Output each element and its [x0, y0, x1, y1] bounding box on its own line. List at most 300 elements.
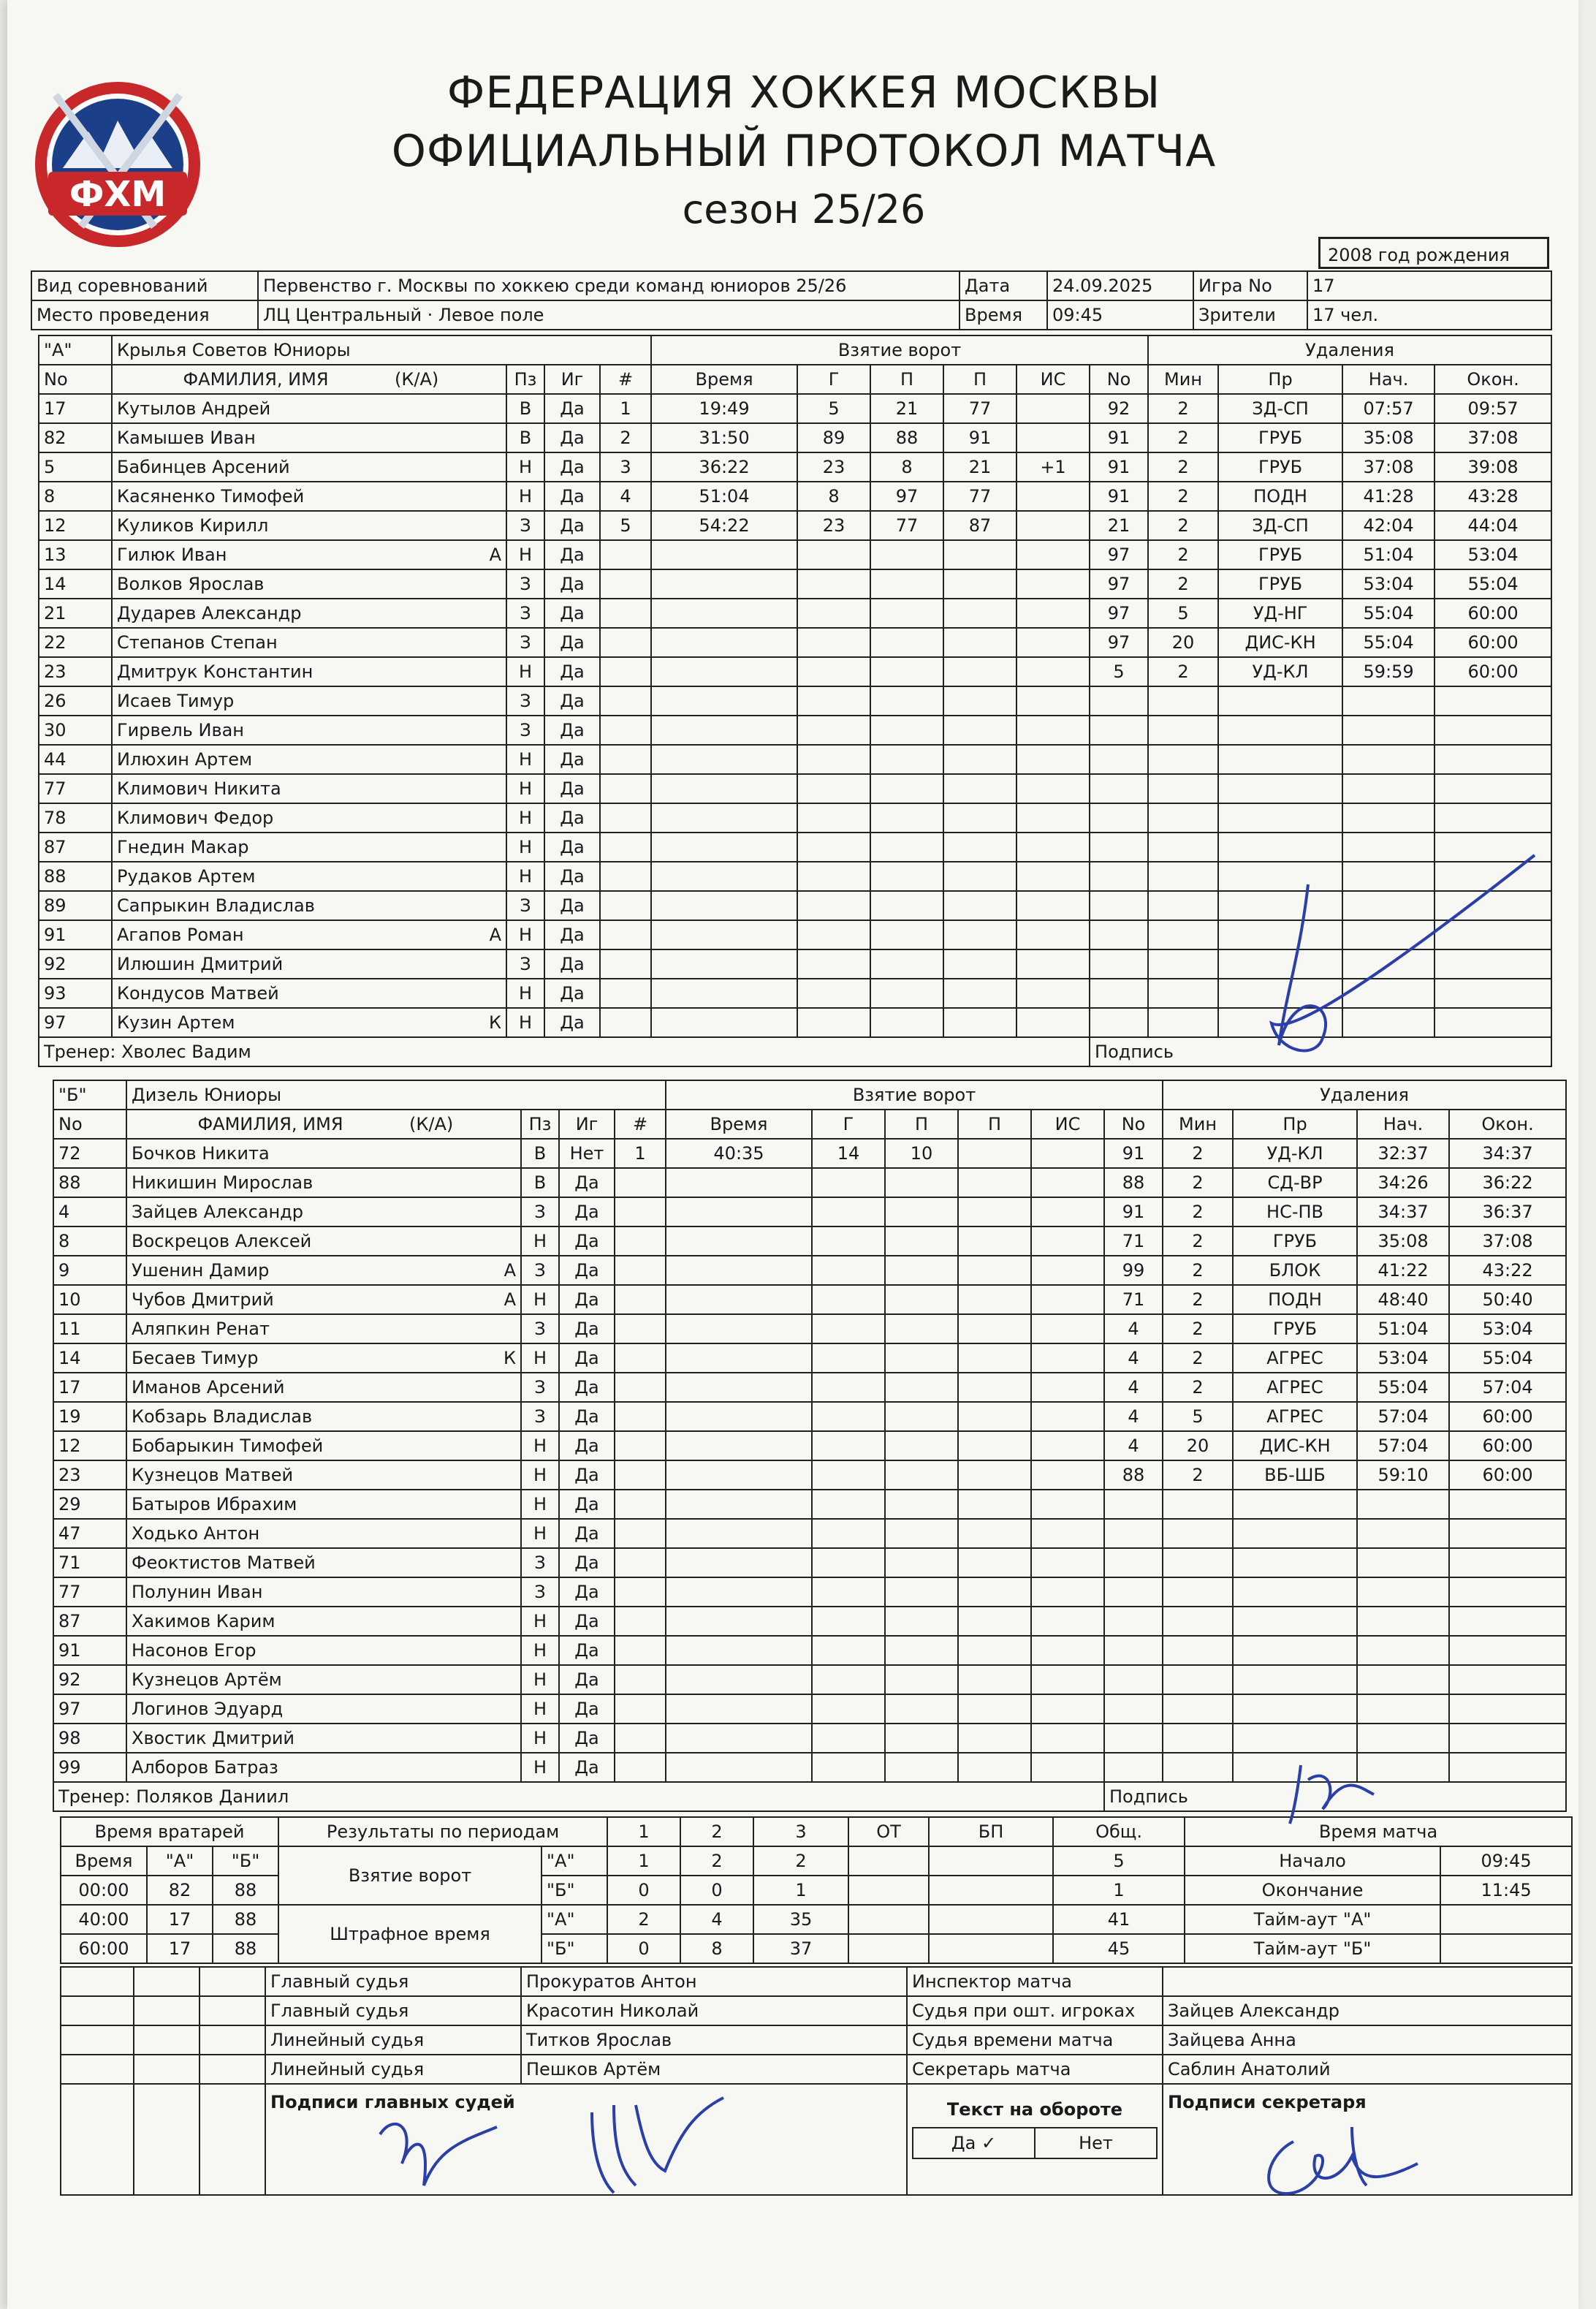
goal-number — [615, 1373, 666, 1402]
goal-time — [666, 1548, 812, 1577]
penalty-player — [1104, 1607, 1163, 1636]
player-played: Да — [544, 686, 600, 716]
player-position: Н — [521, 1753, 559, 1782]
reverse-yes: Да ✓ — [913, 2128, 1036, 2158]
goal-scorer — [797, 920, 870, 949]
goal-situation — [1016, 833, 1090, 862]
player-name-cell — [112, 628, 506, 657]
goal-scorer — [812, 1577, 885, 1607]
penalty-end — [1434, 745, 1551, 774]
penalty-reason — [1218, 745, 1342, 774]
goal-assist2: 21 — [943, 452, 1016, 482]
goal-time — [666, 1636, 812, 1665]
secretary-label: Секретарь матча — [907, 2055, 1163, 2084]
goal-time — [666, 1431, 812, 1460]
goal-assist2 — [943, 657, 1016, 686]
penalty-start: 55:04 — [1357, 1373, 1449, 1402]
player-name: Бобарыкин Тимофей — [132, 1436, 324, 1456]
goal-scorer — [797, 833, 870, 862]
goal-scorer — [812, 1490, 885, 1519]
player-position: Н — [506, 979, 544, 1008]
penalty-minutes — [1163, 1577, 1233, 1607]
penalty-reason — [1233, 1724, 1357, 1753]
goal-number — [600, 891, 651, 920]
goal-assist2 — [958, 1373, 1031, 1402]
player-name: Логинов Эдуард — [132, 1699, 284, 1719]
penalty-end: 55:04 — [1449, 1343, 1566, 1373]
penalty-player: 4 — [1104, 1431, 1163, 1460]
goal-number — [600, 569, 651, 599]
penalty-minutes: 20 — [1148, 628, 1218, 657]
player-position: Н — [521, 1226, 559, 1256]
player-played: Да — [544, 920, 600, 949]
goal-assist1 — [870, 979, 943, 1008]
player-position: Н — [521, 1285, 559, 1314]
period-ot: ОТ — [848, 1817, 929, 1846]
player-played: Да — [559, 1548, 615, 1577]
gk-time-header: Время — [61, 1846, 147, 1876]
penalty-start — [1342, 745, 1434, 774]
penalty-reason — [1233, 1694, 1357, 1724]
player-number: 71 — [53, 1548, 126, 1577]
player-position: Н — [521, 1431, 559, 1460]
player-name-cell — [126, 1285, 521, 1314]
birth-year-box: 2008 год рождения — [1318, 237, 1549, 269]
col-goal-num: # — [600, 365, 651, 394]
goal-scorer — [797, 599, 870, 628]
goal-number — [615, 1636, 666, 1665]
goal-time — [666, 1490, 812, 1519]
pim-b-p3: 37 — [753, 1934, 848, 1963]
goal-assist2 — [958, 1314, 1031, 1343]
player-number: 23 — [39, 657, 112, 686]
gk-row-time: 40:00 — [61, 1905, 147, 1934]
player-number: 10 — [53, 1285, 126, 1314]
player-position: Н — [506, 803, 544, 833]
penalty-end — [1449, 1665, 1566, 1694]
player-position: Н — [506, 862, 544, 891]
player-row — [53, 1343, 1566, 1373]
gk-row-b: 88 — [213, 1905, 278, 1934]
goal-time — [651, 979, 797, 1008]
goal-situation — [1016, 540, 1090, 569]
player-name-cell — [126, 1431, 521, 1460]
penalty-player — [1090, 891, 1148, 920]
goal-assist2: 91 — [943, 423, 1016, 452]
ref-signatures-label: Подписи главных судей — [265, 2084, 907, 2195]
penalty-end: 60:00 — [1434, 599, 1551, 628]
player-name-cell — [126, 1519, 521, 1548]
player-row — [53, 1577, 1566, 1607]
penalty-reason: ГРУБ — [1218, 452, 1342, 482]
player-name-cell — [112, 745, 506, 774]
penalty-player: 4 — [1104, 1402, 1163, 1431]
goal-assist1 — [870, 686, 943, 716]
penalty-minutes: 2 — [1163, 1373, 1233, 1402]
player-name: Иманов Арсений — [132, 1377, 285, 1398]
player-played: Да — [544, 452, 600, 482]
player-position: Н — [506, 920, 544, 949]
penalty-reason: НС-ПВ — [1233, 1197, 1357, 1226]
player-name-cell — [112, 511, 506, 540]
player-name-cell — [126, 1197, 521, 1226]
team-b-penalties-header: Удаления — [1163, 1080, 1566, 1110]
goal-time — [666, 1694, 812, 1724]
player-position: Н — [521, 1694, 559, 1724]
player-position: З — [506, 569, 544, 599]
goal-assist2: 87 — [943, 511, 1016, 540]
player-played: Да — [544, 803, 600, 833]
penalty-end: 34:37 — [1449, 1139, 1566, 1168]
penalty-player — [1090, 833, 1148, 862]
goal-scorer — [812, 1431, 885, 1460]
player-name-cell — [112, 891, 506, 920]
main-ref2-label: Главный судья — [265, 1996, 521, 2025]
goal-assist1 — [870, 745, 943, 774]
player-name: Алборов Батраз — [132, 1757, 278, 1778]
penalty-minutes — [1163, 1490, 1233, 1519]
goal-number — [615, 1490, 666, 1519]
gk-row-a: 17 — [147, 1905, 213, 1934]
timeout-b-value — [1440, 1934, 1572, 1963]
goal-time — [651, 891, 797, 920]
penalty-start: 41:22 — [1357, 1256, 1449, 1285]
penalty-minutes: 5 — [1163, 1402, 1233, 1431]
player-played: Да — [559, 1256, 615, 1285]
penalty-player — [1104, 1519, 1163, 1548]
player-name-cell — [126, 1636, 521, 1665]
goal-number — [600, 862, 651, 891]
player-number: 89 — [39, 891, 112, 920]
player-number: 13 — [39, 540, 112, 569]
goal-scorer — [797, 774, 870, 803]
penalty-reason: ЗД-СП — [1218, 511, 1342, 540]
col-name-label: ФАМИЛИЯ, ИМЯ — [197, 1114, 343, 1134]
player-role: А — [489, 925, 501, 945]
player-played: Да — [544, 979, 600, 1008]
player-number: 82 — [39, 423, 112, 452]
goals-b-p2: 0 — [680, 1876, 753, 1905]
goal-number — [615, 1665, 666, 1694]
spectators-value: 17 чел. — [1307, 300, 1551, 330]
col-goal-g: Г — [812, 1110, 885, 1139]
penalty-minutes — [1163, 1694, 1233, 1724]
goal-assist2 — [958, 1694, 1031, 1724]
player-row — [53, 1402, 1566, 1431]
player-name-cell — [112, 657, 506, 686]
player-row — [39, 511, 1551, 540]
player-name: Бабинцев Арсений — [117, 457, 290, 477]
penalty-end — [1434, 774, 1551, 803]
date-value: 24.09.2025 — [1047, 271, 1193, 300]
penalty-minutes — [1163, 1548, 1233, 1577]
goal-situation — [1031, 1431, 1104, 1460]
penalty-end — [1449, 1636, 1566, 1665]
player-name: Полунин Иван — [132, 1582, 263, 1602]
penalty-player: 4 — [1104, 1314, 1163, 1343]
penalty-end — [1449, 1490, 1566, 1519]
player-number: 30 — [39, 716, 112, 745]
goal-assist1 — [885, 1460, 958, 1490]
player-name: Кутылов Андрей — [117, 398, 271, 419]
player-played: Да — [559, 1343, 615, 1373]
goal-scorer — [812, 1343, 885, 1373]
col-played: Иг — [544, 365, 600, 394]
penalty-end: 50:40 — [1449, 1285, 1566, 1314]
player-position: Н — [506, 482, 544, 511]
team-a-signature — [1191, 841, 1542, 1104]
player-position: Н — [506, 657, 544, 686]
col-pen-start: Нач. — [1357, 1110, 1449, 1139]
goal-assist2: 77 — [943, 394, 1016, 423]
goal-scorer — [812, 1694, 885, 1724]
goal-assist1 — [870, 599, 943, 628]
penalty-minutes — [1163, 1724, 1233, 1753]
col-pen-min: Мин — [1163, 1110, 1233, 1139]
comp-label: Вид соревнований — [31, 271, 258, 300]
player-position: З — [506, 686, 544, 716]
goals-b-p3: 1 — [753, 1876, 848, 1905]
goal-situation — [1016, 599, 1090, 628]
goal-number: 3 — [600, 452, 651, 482]
player-number: 47 — [53, 1519, 126, 1548]
goal-assist2 — [943, 833, 1016, 862]
col-ka: (К/А) — [409, 1114, 454, 1134]
player-number: 5 — [39, 452, 112, 482]
player-played: Да — [559, 1168, 615, 1197]
penalty-start: 51:04 — [1357, 1314, 1449, 1343]
penalty-minutes — [1163, 1519, 1233, 1548]
venue-label: Место проведения — [31, 300, 258, 330]
player-number: 21 — [39, 599, 112, 628]
player-row — [39, 569, 1551, 599]
team-a-coach: Тренер: Хволес Вадим — [39, 1037, 1090, 1066]
player-name: Чубов Дмитрий — [132, 1289, 274, 1310]
goal-assist1 — [885, 1256, 958, 1285]
penalty-reason: ГРУБ — [1218, 540, 1342, 569]
player-position: З — [521, 1548, 559, 1577]
start-value: 09:45 — [1440, 1846, 1572, 1876]
penalty-end: 60:00 — [1449, 1431, 1566, 1460]
penalty-end: 60:00 — [1434, 628, 1551, 657]
team-b-goals-header: Взятие ворот — [666, 1080, 1163, 1110]
player-played: Нет — [559, 1139, 615, 1168]
goal-situation — [1016, 394, 1090, 423]
team-b-coach: Тренер: Поляков Даниил — [53, 1782, 1104, 1811]
goal-number — [600, 657, 651, 686]
goal-assist2 — [958, 1402, 1031, 1431]
player-played: Да — [559, 1490, 615, 1519]
penalty-player — [1090, 949, 1148, 979]
penalty-end — [1449, 1724, 1566, 1753]
goal-number — [615, 1197, 666, 1226]
player-played: Да — [559, 1431, 615, 1460]
col-goal-g: Г — [797, 365, 870, 394]
goal-time: 54:22 — [651, 511, 797, 540]
player-row — [39, 803, 1551, 833]
player-played: Да — [559, 1607, 615, 1636]
goal-number: 2 — [600, 423, 651, 452]
penalty-end — [1434, 686, 1551, 716]
penalty-reason: УД-НГ — [1218, 599, 1342, 628]
goal-assist1 — [885, 1724, 958, 1753]
penalty-end: 53:04 — [1449, 1314, 1566, 1343]
penalty-end — [1434, 716, 1551, 745]
col-pen-no: No — [1090, 365, 1148, 394]
goal-assist1 — [885, 1197, 958, 1226]
goal-assist2 — [943, 540, 1016, 569]
goal-time — [666, 1226, 812, 1256]
goal-time — [666, 1577, 812, 1607]
player-name: Касяненко Тимофей — [117, 486, 305, 507]
player-number: 77 — [53, 1577, 126, 1607]
goal-assist1 — [885, 1285, 958, 1314]
timekeeper-label: Судья времени матча — [907, 2025, 1163, 2055]
penalty-player — [1104, 1636, 1163, 1665]
goal-scorer — [797, 803, 870, 833]
player-number: 12 — [53, 1431, 126, 1460]
penalty-minutes: 2 — [1163, 1197, 1233, 1226]
pim-a-p2: 4 — [680, 1905, 753, 1934]
goal-assist1 — [885, 1402, 958, 1431]
penalty-reason: АГРЕС — [1233, 1402, 1357, 1431]
team-a-goals-header: Взятие ворот — [651, 335, 1148, 365]
player-role: К — [488, 1012, 501, 1033]
col-pen-no: No — [1104, 1110, 1163, 1139]
penalty-minutes: 2 — [1148, 423, 1218, 452]
goal-scorer — [797, 569, 870, 599]
goal-scorer — [812, 1197, 885, 1226]
player-name-cell — [112, 949, 506, 979]
linesman2-label: Линейный судья — [265, 2055, 521, 2084]
player-number: 17 — [39, 394, 112, 423]
goal-situation — [1031, 1314, 1104, 1343]
penalty-reason: ГРУБ — [1233, 1314, 1357, 1343]
player-position: З — [506, 511, 544, 540]
goal-assist2 — [958, 1519, 1031, 1548]
player-number: 88 — [53, 1168, 126, 1197]
player-name: Камышев Иван — [117, 428, 256, 448]
penalty-player: 71 — [1104, 1226, 1163, 1256]
goal-scorer — [797, 862, 870, 891]
player-position: Н — [521, 1519, 559, 1548]
player-number: 4 — [53, 1197, 126, 1226]
goal-assist2 — [943, 949, 1016, 979]
player-position: Н — [521, 1460, 559, 1490]
penalty-minutes: 2 — [1148, 394, 1218, 423]
penalty-player — [1104, 1694, 1163, 1724]
goals-a-p2: 2 — [680, 1846, 753, 1876]
player-number: 99 — [53, 1753, 126, 1782]
goal-assist1 — [870, 920, 943, 949]
player-position: З — [521, 1197, 559, 1226]
player-number: 14 — [39, 569, 112, 599]
goal-scorer — [797, 628, 870, 657]
player-row — [39, 452, 1551, 482]
protocol-title: ОФИЦИАЛЬНЫЙ ПРОТОКОЛ МАТЧА — [391, 126, 1217, 177]
penalty-end: 36:22 — [1449, 1168, 1566, 1197]
season-title: сезон 25/26 — [682, 186, 926, 232]
goal-time — [651, 599, 797, 628]
goal-assist1 — [870, 628, 943, 657]
goal-assist2 — [958, 1197, 1031, 1226]
goal-assist1 — [870, 891, 943, 920]
player-row — [53, 1694, 1566, 1724]
penalty-player — [1090, 774, 1148, 803]
goal-time — [666, 1314, 812, 1343]
col-goal-num: # — [615, 1110, 666, 1139]
goal-situation — [1031, 1490, 1104, 1519]
penalty-reason: ДИС-КН — [1233, 1431, 1357, 1460]
match-time-title: Время матча — [1185, 1817, 1572, 1846]
player-number: 26 — [39, 686, 112, 716]
reverse-no: Нет — [1079, 2133, 1113, 2153]
penalty-reason: БЛОК — [1233, 1256, 1357, 1285]
penalty-minutes — [1148, 686, 1218, 716]
player-name: Агапов Роман — [117, 925, 244, 945]
timeout-a-label: Тайм-аут "А" — [1185, 1905, 1440, 1934]
player-name: Климович Федор — [117, 808, 274, 828]
player-row — [53, 1431, 1566, 1460]
col-goal-a1: П — [870, 365, 943, 394]
player-number: 44 — [39, 745, 112, 774]
player-name-cell — [112, 686, 506, 716]
goal-number — [615, 1694, 666, 1724]
goal-situation — [1031, 1285, 1104, 1314]
penalty-start — [1342, 803, 1434, 833]
player-position: З — [521, 1256, 559, 1285]
gk-row-a: 17 — [147, 1934, 213, 1963]
player-name-cell — [126, 1665, 521, 1694]
player-number: 22 — [39, 628, 112, 657]
team-a-penalties-header: Удаления — [1148, 335, 1551, 365]
player-row — [39, 540, 1551, 569]
goal-number: 4 — [600, 482, 651, 511]
player-played: Да — [559, 1285, 615, 1314]
goal-scorer: 23 — [797, 452, 870, 482]
penalty-end — [1449, 1519, 1566, 1548]
player-played: Да — [544, 833, 600, 862]
goal-scorer — [812, 1402, 885, 1431]
goal-scorer — [812, 1724, 885, 1753]
period-3: 3 — [753, 1817, 848, 1846]
penalty-reason: ПОДН — [1218, 482, 1342, 511]
penalty-player: 91 — [1090, 452, 1148, 482]
col-name — [112, 365, 506, 394]
goal-time — [666, 1197, 812, 1226]
goal-situation — [1016, 891, 1090, 920]
secretary-signatures-label: Подписи секретаря — [1163, 2084, 1572, 2195]
player-number: 8 — [53, 1226, 126, 1256]
penalty-start — [1342, 774, 1434, 803]
penalty-minutes — [1163, 1753, 1233, 1782]
goal-assist2 — [958, 1636, 1031, 1665]
player-row — [53, 1724, 1566, 1753]
goal-scorer: 5 — [797, 394, 870, 423]
goal-time — [666, 1460, 812, 1490]
player-position: Н — [521, 1490, 559, 1519]
penalty-start: 55:04 — [1342, 599, 1434, 628]
secretary-value: Саблин Анатолий — [1163, 2055, 1572, 2084]
penalty-player — [1104, 1577, 1163, 1607]
info-table — [31, 270, 1552, 330]
goal-assist1 — [885, 1665, 958, 1694]
penalty-reason — [1233, 1490, 1357, 1519]
goal-number — [615, 1548, 666, 1577]
penalty-start: 57:04 — [1357, 1402, 1449, 1431]
penalty-player — [1090, 1008, 1148, 1037]
penalty-end: 43:28 — [1434, 482, 1551, 511]
